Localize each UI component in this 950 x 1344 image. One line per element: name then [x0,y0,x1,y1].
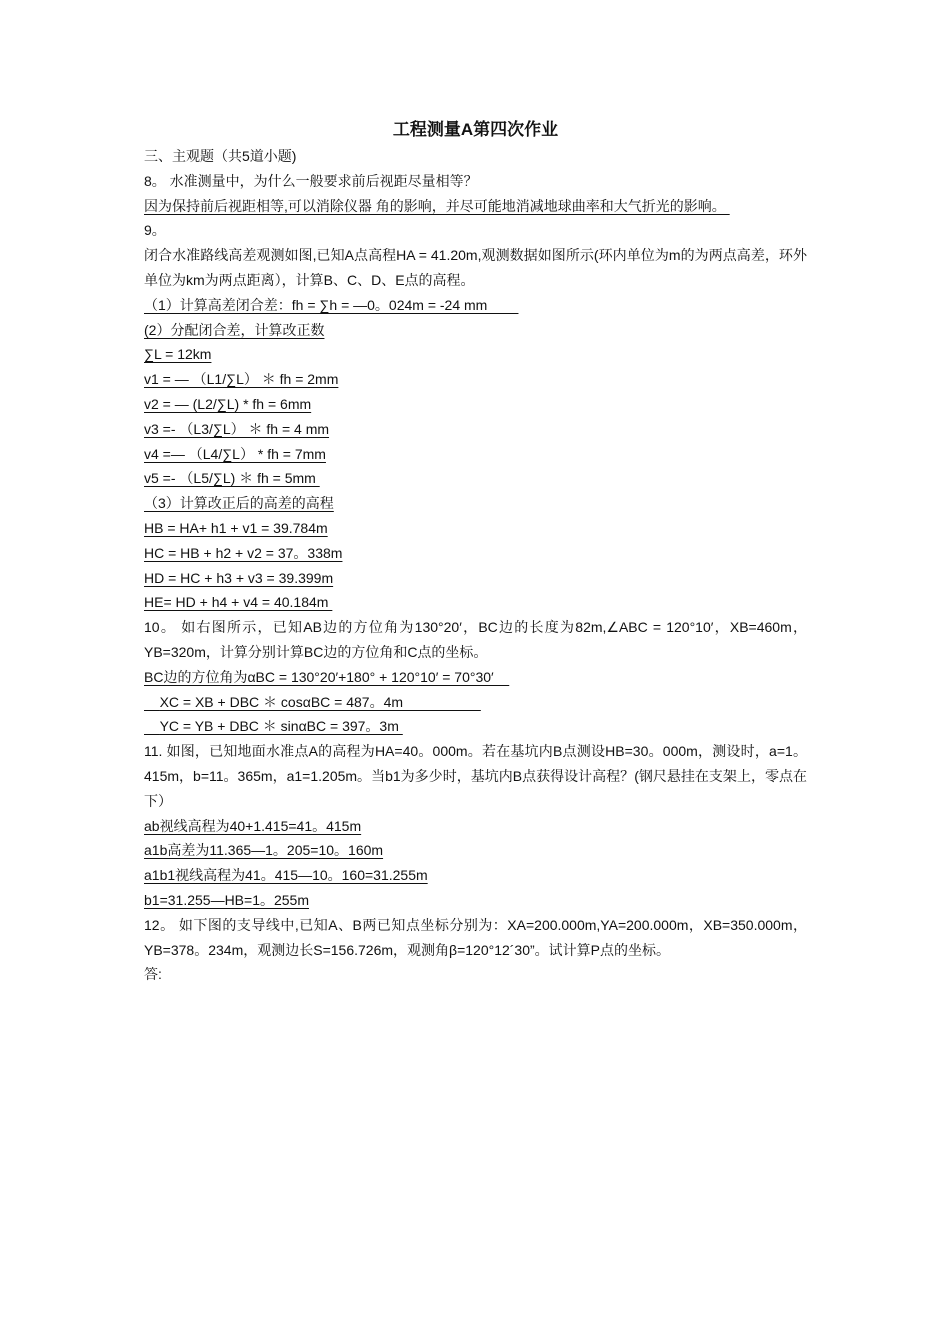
answer-line: v1 = — （L1/∑L） ＊ fh = 2mm [144,371,339,388]
question-line: 11. 如图，已知地面水准点A的高程为HA=40。000m。若在基坑内B点测设HB=30。000m，测设时，a=1。415m，b=11。365m，a1=1.205m。当b1为多少时，基坑内B点获得设计高程？(钢尺悬挂在支架上，零点在下） [144,743,807,809]
question-line: 三、主观题（共5道小题) [144,148,297,164]
question-line: 12。 如下图的支导线中,已知A、B两已知点坐标分别为：XA=200.000m,YA=200.000m，XB=350.000m，YB=378。234m，观测边长S=156.726m，观测角β=120°12´30”。试计算P点的坐标。 [144,916,807,958]
answer-line: b1=31.255—HB=1。255m [144,891,309,908]
answer-line: HD = HC + h3 + v3 = 39.399m [144,569,334,586]
answer-line: HB = HA+ h1 + v1 = 39.784m [144,519,328,536]
answer-line: a1b1视线高程为41。415—10。160=31.255m [144,867,428,884]
question-line: 8。 水准测量中，为什么一般要求前后视距尽量相等？ [144,172,478,189]
answer-line: v2 = — (L2/∑L) * fh = 6mm [144,395,312,412]
answer-line: BC边的方位角为αBC = 130°20′+180° + 120°10′ = 70°30′ [144,668,510,685]
answer-line: HE= HD + h4 + v4 = 40.184m [144,594,333,611]
answer-line: v3 =- （L3/∑L） ＊ fh = 4 mm [144,420,330,437]
answer-line: ∑L = 12km [144,346,212,363]
answer-line: ab视线高程为40+1.415=41。415m [144,817,362,834]
question-line: 答: [144,966,162,983]
answer-line: （3）计算改正后的高差的高程 [144,495,334,512]
answer-line: 因为保持前后视距相等,可以消除仪器 角的影响，并尽可能地消减地球曲率和大气折光的影响。 [144,197,730,214]
question-line: 闭合水准路线高差观测如图,已知A点高程HA = 41.20m,观测数据如图所示(环内单位为m的为两点高差，环外单位为km为两点距离），计算B、C、D、E点的高程。 [144,247,807,288]
answer-line: HC = HB + h2 + v2 = 37。338m [144,544,343,561]
document-body [144,144,811,987]
answer-line: （1）计算高差闭合差：fh = ∑h = —0。024m = -24 mm [144,296,519,313]
answer-line: a1b高差为11.365—1。205=10。160m [144,842,384,859]
answer-line: YC = YB + DBC ＊ sinαBC = 397。3m [144,718,403,735]
answer-line: v5 =- （L5/∑L) ＊ fh = 5mm [144,470,320,487]
document-page [144,118,811,987]
answer-line: XC = XB + DBC ＊ cosαBC = 487。4m [144,693,481,710]
question-line: 10。 如右图所示，已知AB边的方位角为130°20′，BC边的长度为82m,∠ABC = 120°10′，XB=460m， YB=320m，计算分别计算BC边的方位角和C点的坐标。 [144,619,811,660]
answer-line: (2）分配闭合差，计算改正数 [144,321,325,338]
document-title: 工程测量A第四次作业 [392,120,559,139]
answer-line: v4 =— （L4/∑L） * fh = 7mm [144,445,326,462]
question-line: 9。 [144,222,166,239]
